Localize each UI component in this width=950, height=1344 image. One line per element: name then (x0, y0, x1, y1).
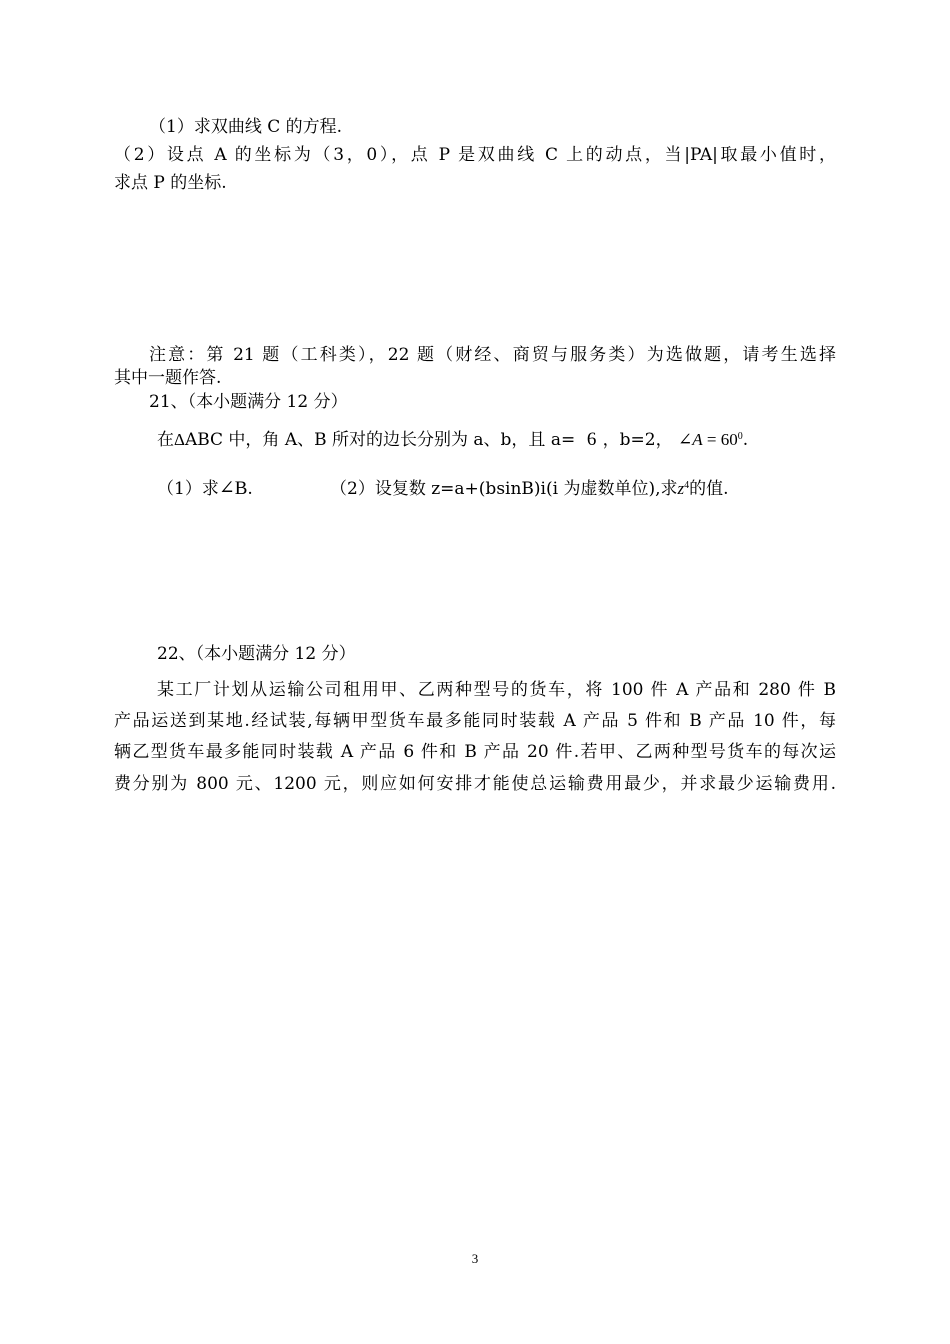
q21-stmt-mid: ABC 中，角 A、B 所对的边长分别为 a、b，且 a= (184, 430, 576, 450)
exponent: 4 (684, 480, 690, 491)
q22-header: 22、（本小题满分 12 分） (157, 644, 356, 664)
q21-header: 21、（本小题满分 12 分） (149, 392, 348, 412)
q21-part1-prefix: （1）求 (157, 479, 219, 499)
q21-part2 (330, 478, 729, 500)
q21-part2-end: 的值. (689, 479, 729, 499)
q21-stmt-prefix: 在 (157, 430, 174, 450)
angle-symbol: ∠ (677, 430, 693, 449)
q20-part1: （1）求双曲线 C 的方程. (149, 117, 343, 137)
elective-note-line2: 其中一题作答. (114, 368, 222, 388)
q21-stmt-b: ，b=2， (602, 430, 673, 450)
degree-mark: 0 (737, 431, 743, 442)
q22-line2: 产品运送到某地.经试装,每辆甲型货车最多能同时装载 A 产品 5 件和 B 产品 10 件，每 (114, 711, 836, 731)
q22-line3: 辆乙型货车最多能同时装载 A 产品 6 件和 B 产品 20 件.若甲、乙两种型号货车的每次运 (114, 742, 836, 762)
q21-part2-text: （2）设复数 z=a+(bsinB)i(i 为虚数单位),求 (330, 479, 678, 499)
delta-symbol: Δ (174, 430, 185, 449)
q20-part2-line2: 求点 P 的坐标. (114, 173, 227, 193)
elective-note-line1: 注意：第 21 题（工科类），22 题（财经、商贸与服务类）为选做题，请考生选择 (149, 345, 836, 365)
complex-var-z: z (677, 479, 685, 498)
q21-stmt-end: . (742, 430, 749, 450)
q21-part1-angle: ∠B (218, 478, 248, 499)
q20-part2-line1: （2）设点 A 的坐标为（3，0），点 P 是双曲线 C 上的动点，当|PA|取最小值时， (114, 145, 836, 165)
q22-line4: 费分别为 800 元、1200 元，则应如何安排才能使总运输费用最少，并求最少运输费用. (114, 774, 836, 794)
page-number: 3 (471, 1251, 479, 1266)
q22-line1: 某工厂计划从运输公司租用甲、乙两种型号的货车，将 100 件 A 产品和 280 件 B (157, 680, 836, 700)
angle-equals: = 60 (702, 430, 738, 449)
q21-part1 (157, 478, 253, 500)
sqrt-value: 6 (586, 429, 597, 450)
q21-statement (157, 429, 748, 451)
angle-variable: A (692, 430, 703, 449)
q21-part1-end: . (247, 479, 253, 499)
